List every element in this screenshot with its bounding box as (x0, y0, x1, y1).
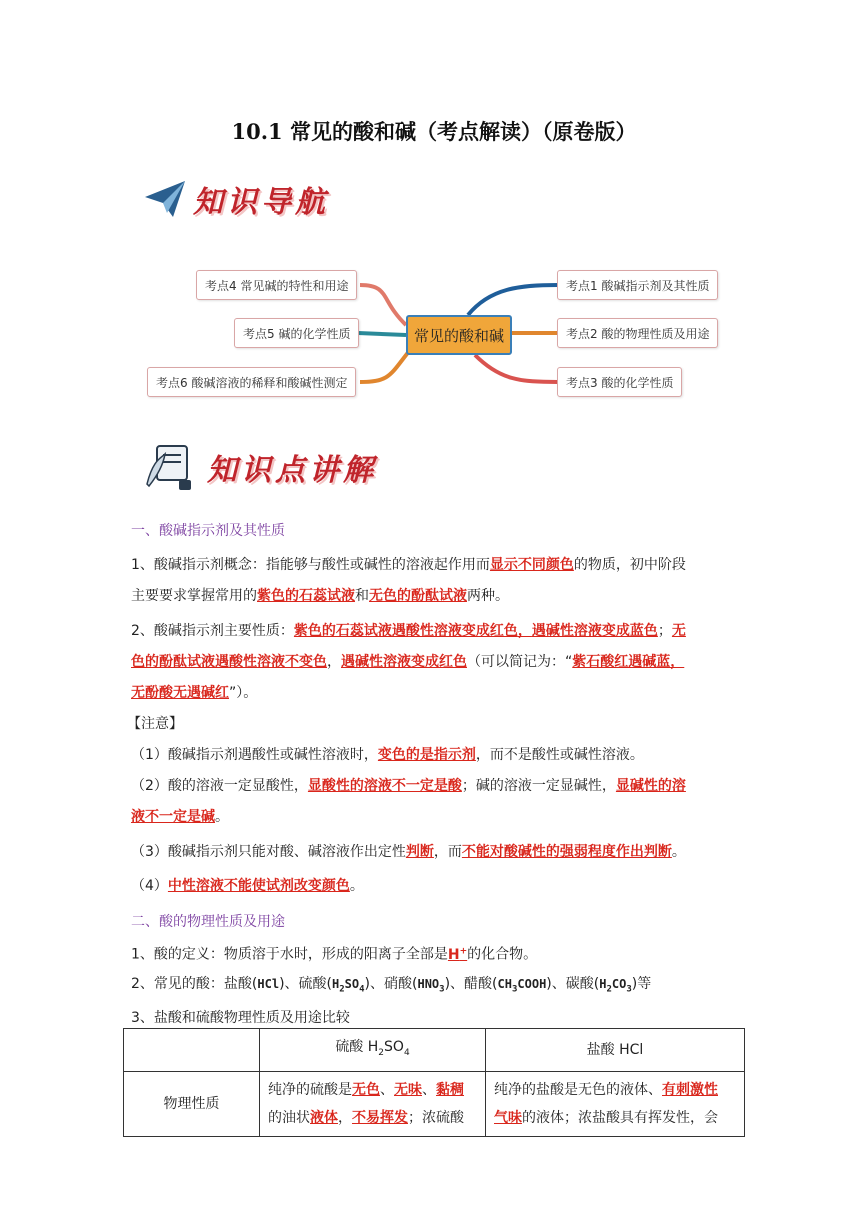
section-2-heading: 二、酸的物理性质及用途 (131, 914, 285, 930)
keyword: 显示不同颜色 (489, 557, 574, 573)
punct: 、 (380, 1081, 394, 1098)
formula (332, 976, 365, 995)
row-label-physical: 物理性质 (124, 1071, 260, 1136)
text: 的物质，初中阶段 (573, 557, 686, 573)
keyword: 显酸性的溶液不一定是酸 (307, 778, 462, 794)
note-2 (131, 771, 751, 833)
formula (497, 976, 547, 995)
note-1 (131, 740, 751, 771)
text: 纯净的硫酸是 (268, 1081, 352, 1098)
knowledge-points-title: 知识点讲解 (207, 453, 377, 488)
text: 的化合物。 (467, 946, 538, 963)
keyword: 有刺激性 (662, 1081, 718, 1098)
text: （2）酸的溶液一定显酸性， (131, 778, 308, 794)
text: 。 (349, 878, 364, 894)
text: HNO (417, 976, 440, 991)
text: SO (384, 1039, 404, 1055)
punct: ； (657, 623, 672, 639)
keyword: 遇碱性溶液变成蓝色 (531, 623, 658, 639)
keyword: 无色的酚酞试液 (369, 588, 467, 604)
text: CO (611, 976, 627, 991)
keyword-h-ion (448, 947, 467, 963)
comparison-intro: 3、盐酸和硫酸物理性质及用途比较 (131, 1010, 350, 1027)
text: 2、酸碱指示剂主要性质： (131, 623, 294, 639)
text: （1）酸碱指示剂遇酸性或碱性溶液时， (131, 747, 378, 763)
keyword: 变色的是指示剂 (377, 747, 476, 763)
text: CH (497, 976, 512, 991)
text: 。 (671, 844, 686, 860)
punct: ， (338, 1109, 352, 1126)
mind-map-center: 常见的酸和碱 (406, 315, 512, 355)
note-3 (131, 837, 751, 868)
formula (417, 976, 445, 995)
scroll-quill-icon (143, 440, 197, 494)
text: )、碳酸( (546, 975, 600, 992)
section-acid-properties (131, 908, 751, 1033)
keyword: 色的酚酞试液遇酸性溶液不变色 (131, 654, 327, 670)
table-row (124, 1071, 745, 1136)
keyword: 不易挥发 (352, 1109, 408, 1126)
text: )、醋酸( (444, 975, 498, 992)
section-indicators (127, 516, 751, 902)
page-title: 10.1 常见的酸和碱（考点解读）（原卷版） (231, 119, 637, 144)
subscript: 2 (339, 984, 345, 995)
keyword: 无酚酸无遇碱红 (131, 685, 229, 701)
text: ，而 (433, 844, 462, 860)
subscript: 2 (606, 984, 612, 995)
text: 的液体；浓盐酸具有挥发性，会 (522, 1109, 718, 1126)
topic-3-node: 考点3 酸的化学性质 (557, 367, 682, 397)
paragraph-1 (131, 550, 751, 612)
text: H (599, 976, 607, 991)
text: 的油状 (268, 1109, 310, 1126)
text: 硫酸 H (335, 1039, 379, 1055)
table-header-row (124, 1029, 745, 1072)
text: （4） (131, 878, 168, 894)
text: 1、酸碱指示剂概念：指能够与酸性或碱性的溶液起作用而 (131, 557, 490, 573)
punct: ， (327, 654, 341, 670)
formula (599, 976, 632, 995)
section-1-heading: 一、酸碱指示剂及其性质 (131, 523, 285, 539)
table-header-hydrochloric: 盐酸 HCl (486, 1029, 745, 1072)
keyword: 液体 (310, 1109, 338, 1126)
keyword: 中性溶液不能使试剂改变颜色 (167, 878, 350, 894)
common-acids (131, 970, 751, 1004)
knowledge-nav-title: 知识导航 (193, 185, 329, 220)
topic-4-node: 考点4 常见碱的特性和用途 (196, 270, 357, 300)
text: COOH (517, 976, 547, 991)
text: 两种。 (467, 588, 509, 604)
text: （3）酸碱指示剂只能对酸、碱溶液作出定性 (131, 844, 406, 860)
punct: 、 (422, 1081, 436, 1098)
text: )、硫酸( (279, 975, 332, 992)
subscript: 4 (403, 1047, 410, 1058)
subscript: 3 (439, 984, 445, 995)
text: ；浓硫酸 (408, 1109, 464, 1126)
note-4 (131, 871, 751, 902)
text: )等 (631, 975, 652, 992)
knowledge-points-banner (143, 440, 377, 494)
text: 2、常见的酸：盐酸( (131, 975, 258, 992)
keyword: 紫色的石蕊试液遇酸性溶液变成红色 (293, 623, 518, 639)
keyword: 遇碱性溶液变成红色 (341, 654, 467, 670)
text: )、硝酸( (364, 975, 418, 992)
keyword: 无 (671, 623, 686, 639)
keyword: 气味 (494, 1109, 522, 1126)
table-header-sulfuric (260, 1029, 486, 1072)
sulfuric-physical-cell (260, 1071, 486, 1136)
keyword: 显碱性的溶 (615, 778, 686, 794)
topic-1-node: 考点1 酸碱指示剂及其性质 (557, 270, 718, 300)
topic-6-node: 考点6 酸碱溶液的稀释和酸碱性测定 (147, 367, 356, 397)
subscript: 3 (626, 984, 632, 995)
text: 主要要求掌握常用的 (131, 588, 257, 604)
subscript: 2 (378, 1047, 385, 1058)
note-heading: 【注意】 (127, 716, 183, 732)
paper-plane-icon (143, 179, 187, 219)
text: SO (344, 976, 360, 991)
text: （可以简记为：“ (467, 654, 573, 670)
acid-definition (131, 937, 751, 970)
acid-comparison-table (123, 1028, 745, 1137)
text: H (332, 976, 340, 991)
hydrochloric-physical-cell (486, 1071, 745, 1136)
text: H (447, 946, 460, 963)
text: 纯净的盐酸是无色的液体、 (494, 1081, 662, 1098)
formula: HCl (257, 976, 280, 991)
text: 和 (355, 588, 369, 604)
table-header-empty (124, 1029, 260, 1072)
text: ，而不是酸性或碱性溶液。 (475, 747, 644, 763)
punct: ， (517, 623, 532, 639)
text: 。 (215, 809, 229, 825)
keyword: 无色 (352, 1081, 380, 1098)
keyword: 判断 (405, 844, 434, 860)
keyword: 不能对酸碱性的强弱程度作出判断 (461, 844, 672, 860)
keyword: 液不一定是碱 (131, 809, 215, 825)
topic-5-node: 考点5 碱的化学性质 (234, 318, 359, 348)
knowledge-nav-banner (143, 177, 329, 221)
paragraph-2 (131, 616, 751, 709)
text: ；碱的溶液一定显碱性， (461, 778, 616, 794)
text: 1、酸的定义：物质溶于水时，形成的阳离子全部是 (131, 946, 448, 963)
superscript: + (459, 946, 468, 956)
keyword: 紫色的石蕊试液 (257, 588, 355, 604)
subscript: 4 (359, 984, 365, 995)
keyword: 黏稠 (436, 1081, 464, 1098)
keyword: 无味 (394, 1081, 422, 1098)
topic-2-node: 考点2 酸的物理性质及用途 (557, 318, 718, 348)
mind-map (0, 260, 868, 410)
text: ”）。 (229, 685, 258, 701)
subscript: 3 (511, 984, 518, 995)
keyword: 紫石酸红遇碱蓝， (572, 654, 685, 670)
